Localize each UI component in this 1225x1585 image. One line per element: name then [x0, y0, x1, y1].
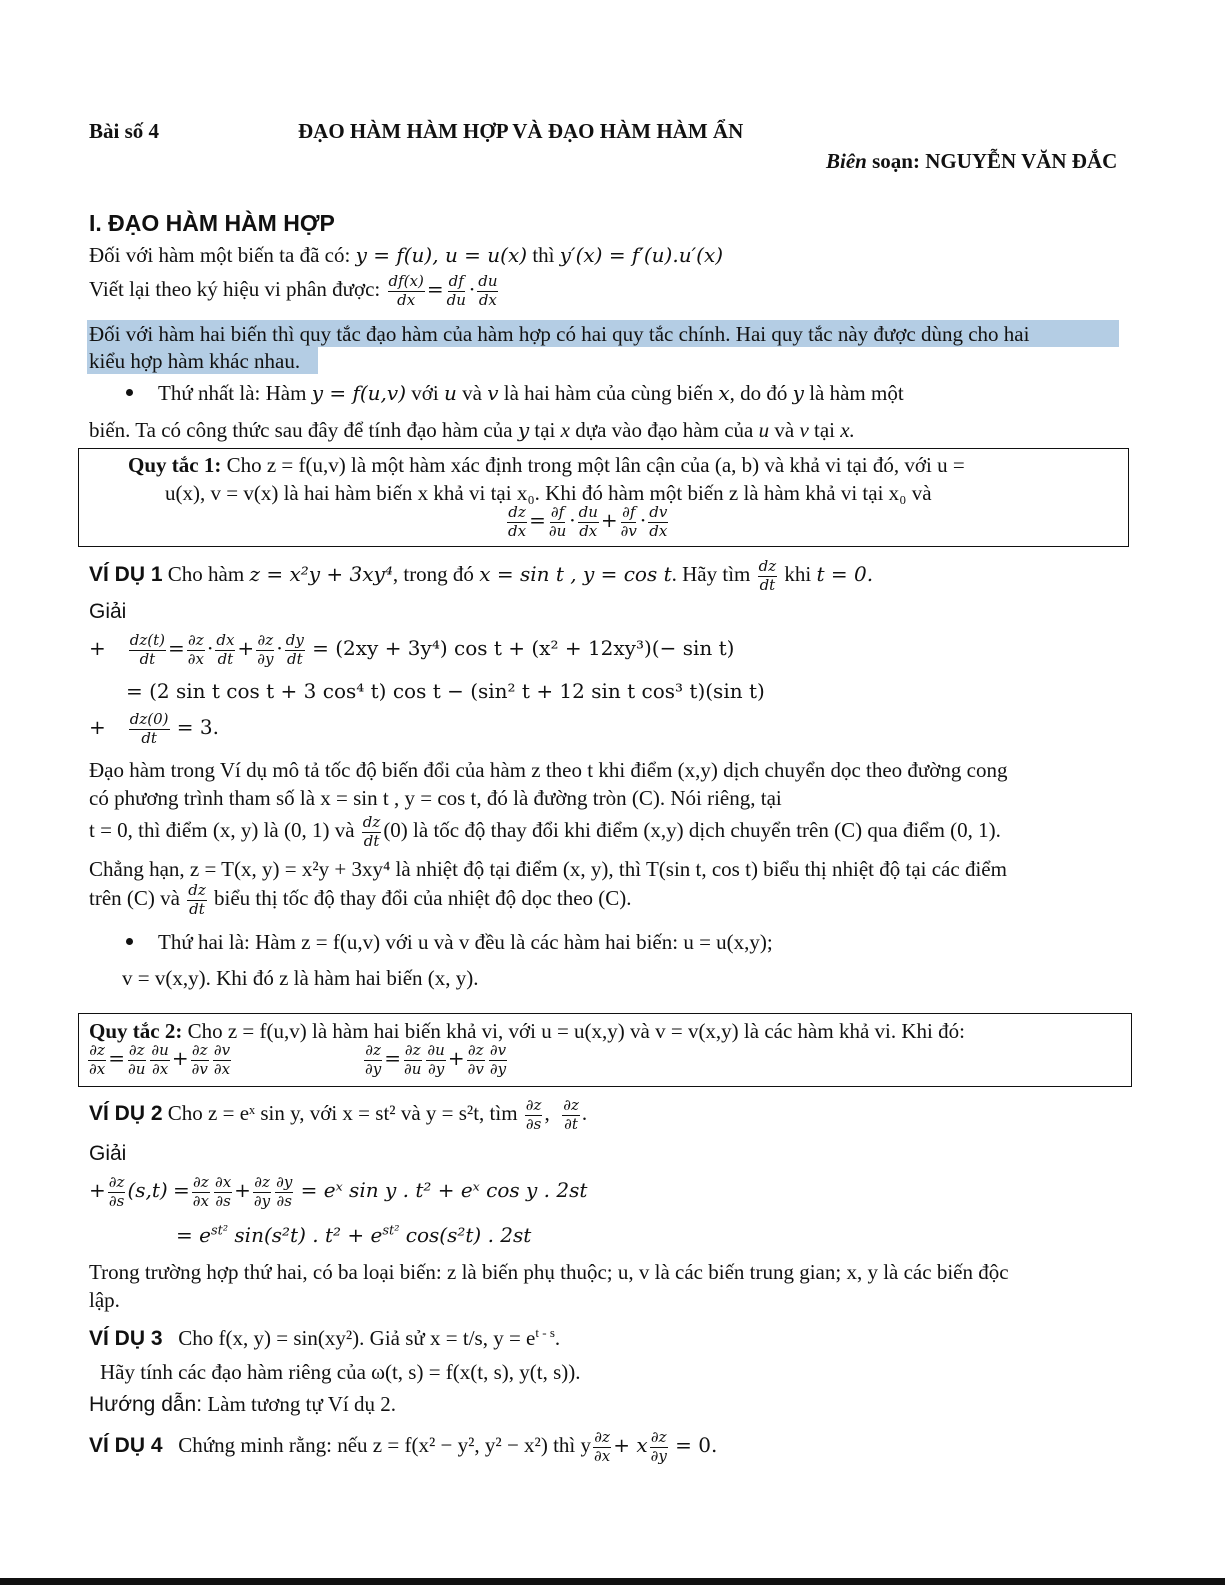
bullet-1-text: Thứ nhất là: Hàm y = f(u,v) với u và v là hai hàm của cùng biến x, do đó y là hàm một — [158, 381, 904, 405]
example-1-step-1: + $\frac{dz(t)}{dt}$ = $\frac{\partial z}{\partial x}$ · $\frac{dx}{dt}$ + $\frac{\partial z}{\partial y}$ · $\frac{dy}{dt}$ = (2xy + 3y⁴) cos t + (x² + 12xy³)(− sin t) — [89, 631, 735, 668]
bullet-1-continued: biến. Ta có công thức sau đây để tính đạo hàm của y tại x dựa vào đạo hàm của u và v tại x. — [89, 418, 855, 442]
document-title: ĐẠO HÀM HÀM HỢP VÀ ĐẠO HÀM HÀM ẨN — [298, 119, 744, 143]
single-var-rule: Đối với hàm một biến ta đã có: y = f(u), u = u(x) thì y′(x) = f′(u).u′(x) — [89, 243, 724, 267]
author-name: soạn: NGUYỄN VĂN ĐẮC — [872, 149, 1118, 173]
example-2-step-2: = $e^{st^2}$ sin(s²t) . $t^2 + e^{st^2}$ cos(s²t) . 2st — [176, 1223, 532, 1247]
highlighted-text-1: Đối với hàm hai biến thì quy tắc đạo hàm của hàm hợp có hai quy tắc chính. Hai quy tắc này được dùng cho hai — [89, 322, 1030, 346]
differential-notation: Viết lại theo ký hiệu vi phân được: $\frac{df(x)}{dx}$ = $\frac{df}{du}$ · $\frac{du}{dx}$ — [89, 272, 498, 309]
example-3-task: Hãy tính các đạo hàm riêng của ω(t, s) = f(x(t, s), y(t, s)). — [100, 1360, 581, 1384]
example-1-statement: VÍ DỤ 1 Cho hàm z = x²y + 3xy⁴, trong đó x = sin t , y = cos t. Hãy tìm $\frac{dz}{dt}$ khi t = 0. — [89, 557, 874, 594]
rule-2-formula-x: $\frac{\partial z}{\partial x}$ = $\frac{\partial z}{\partial u}$ $\frac{\partial u}{\partial x}$ + $\frac{\partial z}{\partial v}$ $\frac{\partial v}{\partial x}$ — [89, 1041, 231, 1078]
discussion-line-1: Đạo hàm trong Ví dụ mô tả tốc độ biến đổi của hàm z theo t khi điểm (x,y) dịch chuyển dọc theo đường cong — [89, 758, 1008, 782]
section-heading: I. ĐẠO HÀM HÀM HỢP — [89, 210, 335, 236]
discussion-line-5: trên (C) và $\frac{dz}{dt}$ biểu thị tốc độ thay đổi của nhiệt độ dọc theo (C). — [89, 881, 632, 918]
lesson-number: Bài số 4 — [89, 119, 160, 143]
bullet-dot — [126, 389, 133, 396]
example-2-step-1: + $\frac{\partial z}{\partial s}$ (s,t) = $\frac{\partial z}{\partial x}$ $\frac{\partial x}{\partial s}$ + $\frac{\partial z}{\partial y}$ $\frac{\partial y}{\partial s}$ = eˣ sin y . t² + eˣ cos y . 2st — [89, 1173, 588, 1210]
highlighted-text-2: kiểu hợp hàm khác nhau. — [89, 349, 301, 373]
rule-1-line-1: Quy tắc 1: Cho z = f(u,v) là một hàm xác định trong một lân cận của (a, b) và khả vi tại đó, với u = — [128, 453, 965, 477]
discussion-line-3: t = 0, thì điểm (x, y) là (0, 1) và $\frac{dz}{dt}$ (0) là tốc độ thay đổi khi điểm (x,y) dịch chuyển trên (C) qua điểm (0, 1). — [89, 813, 1001, 850]
author-line — [826, 149, 1117, 173]
example-2-note-1: Trong trường hợp thứ hai, có ba loại biến: z là biến phụ thuộc; u, v là các biến trung gian; x, y là các biến độc — [89, 1260, 1009, 1284]
example-2-solution-label: Giải — [89, 1142, 127, 1165]
example-3-statement: VÍ DỤ 3 Cho f(x, y) = sin(xy²). Giả sử x = t/s, $y = e^{t - s}$. — [89, 1325, 561, 1350]
example-2-note-2: lập. — [89, 1288, 120, 1312]
author-label: Biên — [826, 149, 867, 173]
discussion-line-2: có phương trình tham số là x = sin t , y = cos t, đó là đường tròn (C). Nói riêng, tại — [89, 786, 782, 810]
example-2-statement: VÍ DỤ 2 Cho z = eˣ sin y, với x = st² và y = s²t, tìm $\frac{\partial z}{\partial s}$ , $\frac{\partial z}{\partial t}$ . — [89, 1096, 588, 1133]
example-1-step-2: = (2 sin t cos t + 3 cos⁴ t) cos t − (sin² t + 12 sin t cos³ t)(sin t) — [126, 679, 765, 703]
rule-1-line-2: u(x), v = v(x) là hai hàm biến x khả vi tại x₀. Khi đó hàm một biến z là hàm khả vi tại x₀ và — [165, 481, 932, 505]
rule-1-formula: $\frac{dz}{dx}$ = $\frac{\partial f}{\partial u}$ · $\frac{du}{dx}$ + $\frac{\partial f}{\partial v}$ · $\frac{dv}{dx}$ — [508, 503, 668, 540]
example-1-step-3: + $\frac{dz(0)}{dt}$ = 3. — [89, 710, 219, 747]
example-1-solution-label: Giải — [89, 600, 127, 623]
rule-2-formula-y: $\frac{\partial z}{\partial y}$ = $\frac{\partial z}{\partial u}$ $\frac{\partial u}{\partial y}$ + $\frac{\partial z}{\partial v}$ $\frac{\partial v}{\partial y}$ — [365, 1041, 507, 1078]
bullet-2-line-1: Thứ hai là: Hàm z = f(u,v) với u và v đều là các hàm hai biến: u = u(x,y); — [158, 930, 773, 954]
example-3-hint: Hướng dẫn: Làm tương tự Ví dụ 2. — [89, 1392, 396, 1416]
page-bottom-edge — [0, 1578, 1225, 1585]
bullet-dot — [126, 938, 133, 945]
example-4-statement: VÍ DỤ 4 Chứng minh rằng: nếu z = f(x² − y², y² − x²) thì y $\frac{\partial z}{\partial x}$ + x $\frac{\partial z}{\partial y}$ = 0. — [89, 1428, 718, 1465]
discussion-line-4: Chẳng hạn, z = T(x, y) = x²y + 3xy⁴ là nhiệt độ tại điểm (x, y), thì T(sin t, cos t) biểu thị nhiệt độ tại các điểm — [89, 857, 1007, 881]
rule-2-line-1: Quy tắc 2: Cho z = f(u,v) là hàm hai biến khả vi, với u = u(x,y) và v = v(x,y) là các hàm khả vi. Khi đó: — [89, 1019, 965, 1043]
bullet-2-line-2: v = v(x,y). Khi đó z là hàm hai biến (x, y). — [122, 966, 479, 990]
